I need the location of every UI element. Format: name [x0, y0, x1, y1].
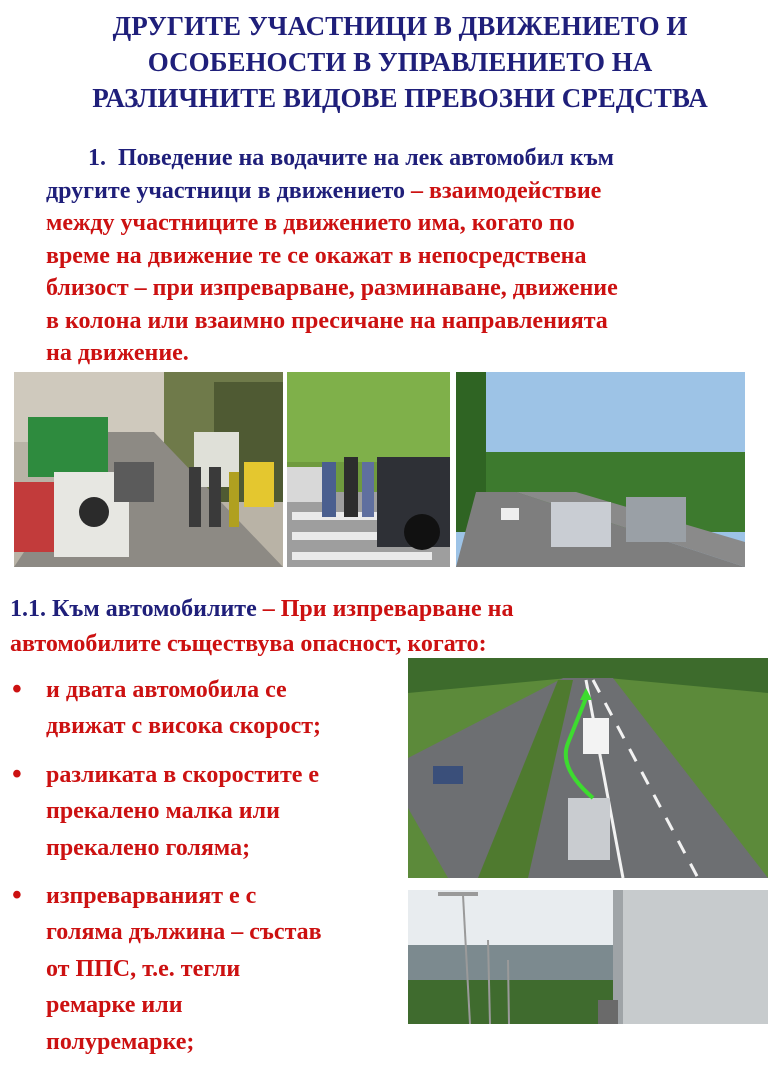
title-line: ДРУГИТЕ УЧАСТНИЦИ В ДВИЖЕНИЕТО И: [112, 11, 688, 41]
bullet-text-line: и двата автомобила се: [46, 677, 287, 703]
section-1-1-text: – При изпреварване на: [256, 596, 514, 622]
bullet-text-line: изпреварваният е с: [46, 883, 257, 910]
section-dash-text: – взаимодействие: [405, 177, 602, 204]
bullet-text-line: полуремарке;: [46, 1028, 195, 1055]
bullet-text-line: прекалено голяма;: [46, 834, 251, 861]
section-text-line: в колона или взаимно пресичане на направленията: [46, 307, 608, 334]
title-line: ОСОБЕНОСТИ В УПРАВЛЕНИЕТО НА: [147, 47, 653, 77]
bullet-text-line: от ППС, т.е. тегли: [46, 955, 241, 982]
bullet-text-line: прекалено малка или: [46, 798, 280, 825]
section-number: 1.: [88, 145, 106, 171]
section-1-1-label: 1.1. Към автомобилите: [10, 596, 257, 622]
pedestrian-crossing-photo: [287, 372, 450, 567]
section-1-1-text-line2: автомобилите съществува опасност, когато:: [10, 631, 487, 657]
bullet-icon: •: [12, 880, 22, 912]
title-line: РАЗЛИЧНИТЕ ВИДОВЕ ПРЕВОЗНИ СРЕДСТВА: [92, 83, 708, 113]
section-text-line: близост – при изпреварване, разминаване, движение: [46, 275, 618, 301]
bullet-text-line: голяма дължина – състав: [46, 919, 322, 946]
bullet-text-line: разликата в скоростите е: [46, 761, 320, 788]
list-item: [12, 878, 397, 1060]
bullet-icon: •: [12, 758, 22, 790]
section-1-1: [10, 592, 630, 662]
section-text-line: между участниците в движението има, когато по: [46, 210, 575, 236]
section-heading-cont: другите участници в движението: [46, 177, 406, 204]
section-heading: Поведение на водачите на лек автомобил към: [118, 145, 615, 171]
section-text-line: на движение.: [46, 340, 189, 366]
page-title: [40, 8, 760, 116]
overtaking-highway-photo: [408, 658, 768, 878]
bullet-list: [12, 672, 397, 1072]
highway-trees-photo: [456, 372, 745, 567]
bullet-icon: •: [12, 674, 22, 705]
section-text-line: време на движение те се окажат в непосредствена: [46, 242, 587, 269]
traffic-jam-photo: [14, 372, 283, 567]
truck-road-photo: [408, 890, 768, 1024]
list-item: [12, 672, 397, 745]
bullet-text-line: движат с висока скорост;: [46, 713, 322, 740]
section-1: [46, 142, 758, 370]
bullet-text-line: ремарке или: [46, 992, 183, 1019]
list-item: [12, 757, 397, 866]
